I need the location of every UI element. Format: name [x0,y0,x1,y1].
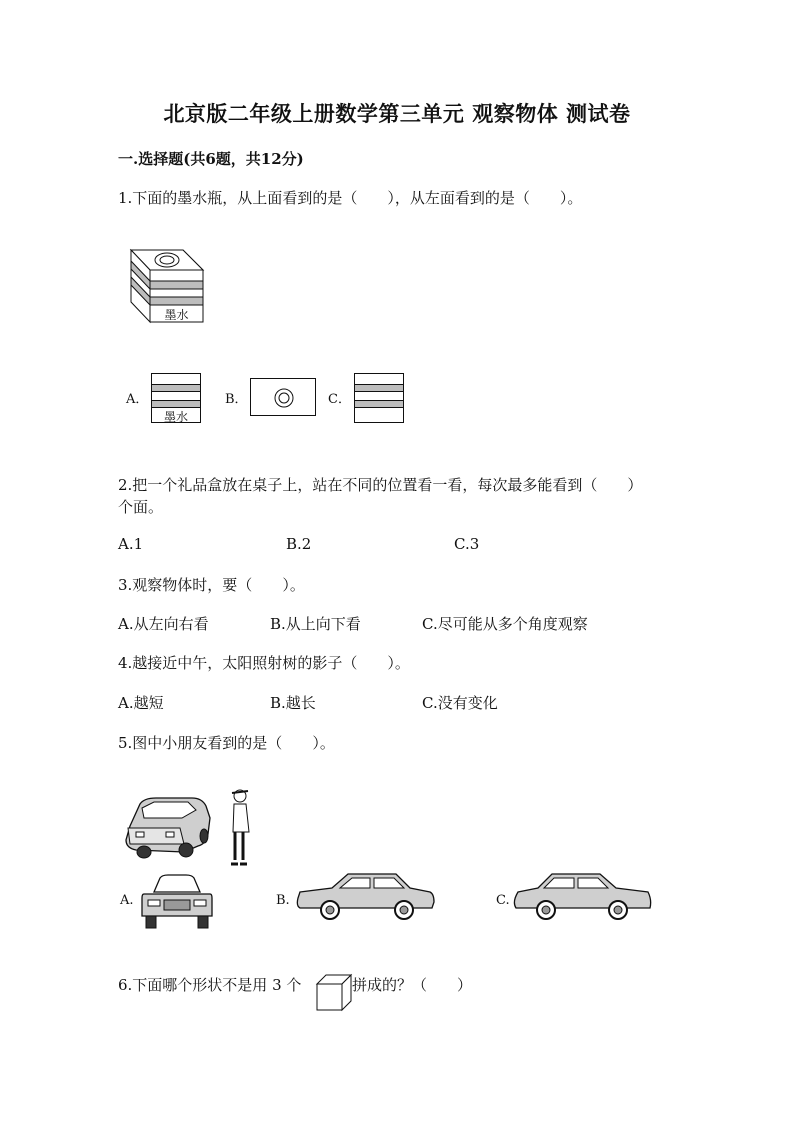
car-side-view-option-c[interactable] [512,870,652,924]
q4-option-a[interactable]: A.越短 [118,694,164,712]
q5-option-b-letter: B. [276,893,290,908]
q1-option-b-figure[interactable] [250,378,316,416]
question-1-text: 1.下面的墨水瓶，从上面看到的是（ ），从左面看到的是（ ）。 [118,189,583,207]
q3-option-a[interactable]: A.从左向右看 [118,615,209,633]
q3-option-c[interactable]: C.尽可能从多个角度观察 [422,615,588,633]
q2-option-a[interactable]: A.1 [118,535,144,553]
section-heading: 一.选择题(共6题，共12分) [118,150,304,168]
cap-top-view-icon [251,379,317,417]
q5-option-c-letter: C. [496,893,510,908]
cube-icon [316,974,352,1012]
question-4-text: 4.越接近中午，太阳照射树的影子（ ）。 [118,654,410,672]
q1-option-c-letter: C． [328,392,351,407]
q4-option-b[interactable]: B.越长 [270,694,316,712]
question-2-line2: 个面。 [118,498,164,516]
q1-option-a-letter: A． [126,392,149,407]
ink-bottle-figure [128,245,208,325]
q2-option-b[interactable]: B.2 [286,535,312,553]
q1-option-b-letter: B． [225,392,248,407]
question-2-line1: 2.把一个礼品盒放在桌子上，站在不同的位置看一看，每次最多能看到（ ） [118,476,643,494]
q1-option-c-figure[interactable] [354,373,404,423]
question-6-text-after: 拼成的？（ ） [352,976,473,994]
q5-option-a-letter: A. [120,893,134,908]
q3-option-b[interactable]: B.从上向下看 [270,615,361,633]
question-6-text-before: 6.下面哪个形状不是用 3 个 [118,976,302,994]
question-3-text: 3.观察物体时，要（ ）。 [118,576,305,594]
car-front-view-option[interactable] [140,872,214,930]
stripe [355,400,403,408]
stripe [355,384,403,392]
car-and-child-illustration [122,788,262,868]
q2-option-c[interactable]: C.3 [454,535,480,553]
page-title: 北京版二年级上册数学第三单元 观察物体 测试卷 [163,101,631,126]
car-side-view-option-b[interactable] [296,870,436,924]
stripe [152,384,200,392]
question-5-text: 5.图中小朋友看到的是（ ）。 [118,734,335,752]
bottle-label: 墨水 [164,308,189,322]
stripe [152,400,200,408]
q1-option-a-figure[interactable] [151,373,201,423]
option-a-label: 墨水 [163,410,188,424]
q4-option-c[interactable]: C.没有变化 [422,694,498,712]
